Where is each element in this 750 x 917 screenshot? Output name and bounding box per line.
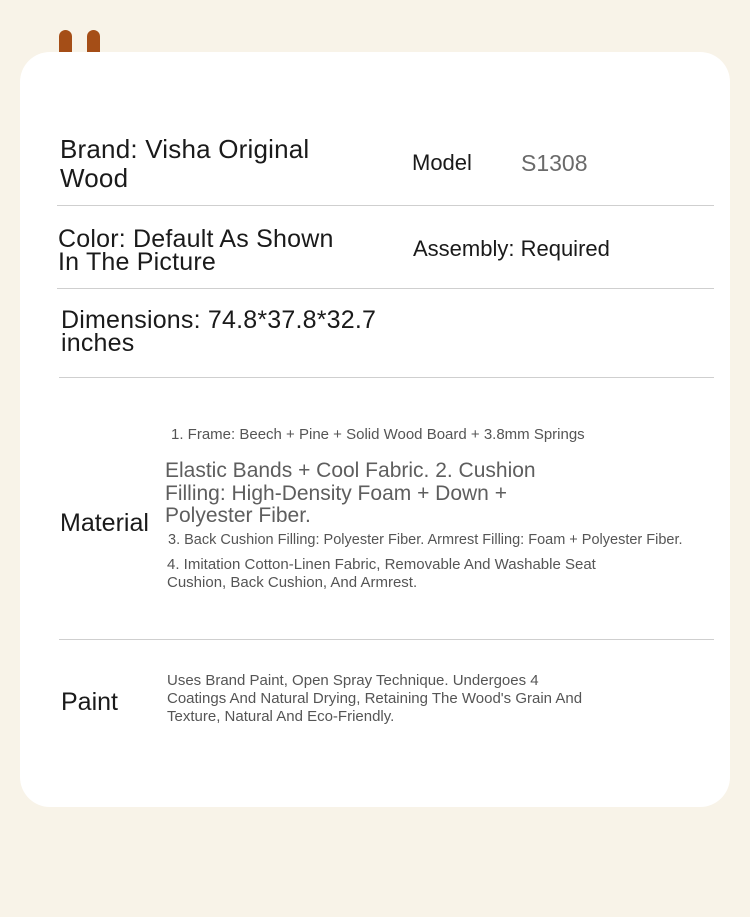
dimensions-text: Dimensions: 74.8*37.8*32.7 inches bbox=[61, 306, 377, 357]
divider-2 bbox=[57, 288, 714, 289]
color-text: Color: Default As Shown In The Picture bbox=[58, 225, 334, 276]
spec-card bbox=[20, 52, 730, 807]
paint-label: Paint bbox=[61, 688, 118, 716]
divider-4 bbox=[59, 639, 714, 640]
paint-text: Uses Brand Paint, Open Spray Technique. Undergoes 4 Coatings And Natural Drying, Retaining The Wood's Grain And Texture, Natural And Eco-Friendly. bbox=[167, 672, 583, 725]
model-value: S1308 bbox=[521, 150, 588, 176]
model-label: Model bbox=[412, 150, 472, 175]
material-line-4: 4. Imitation Cotton-Linen Fabric, Removable And Washable Seat Cushion, Back Cushion, And Armrest. bbox=[167, 556, 596, 591]
material-line-2: Elastic Bands + Cool Fabric. 2. Cushion Filling: High-Density Foam + Down + Polyester Fiber. bbox=[165, 459, 536, 527]
divider-1 bbox=[57, 205, 714, 206]
material-label: Material bbox=[60, 509, 149, 537]
divider-3 bbox=[59, 377, 714, 378]
brand-text: Brand: Visha Original Wood bbox=[60, 134, 310, 193]
assembly-text: Assembly: Required bbox=[413, 236, 610, 261]
material-line-1: 1. Frame: Beech + Pine + Solid Wood Board + 3.8mm Springs bbox=[171, 426, 585, 443]
material-line-3: 3. Back Cushion Filling: Polyester Fiber. Armrest Filling: Foam + Polyester Fiber. bbox=[168, 532, 683, 548]
